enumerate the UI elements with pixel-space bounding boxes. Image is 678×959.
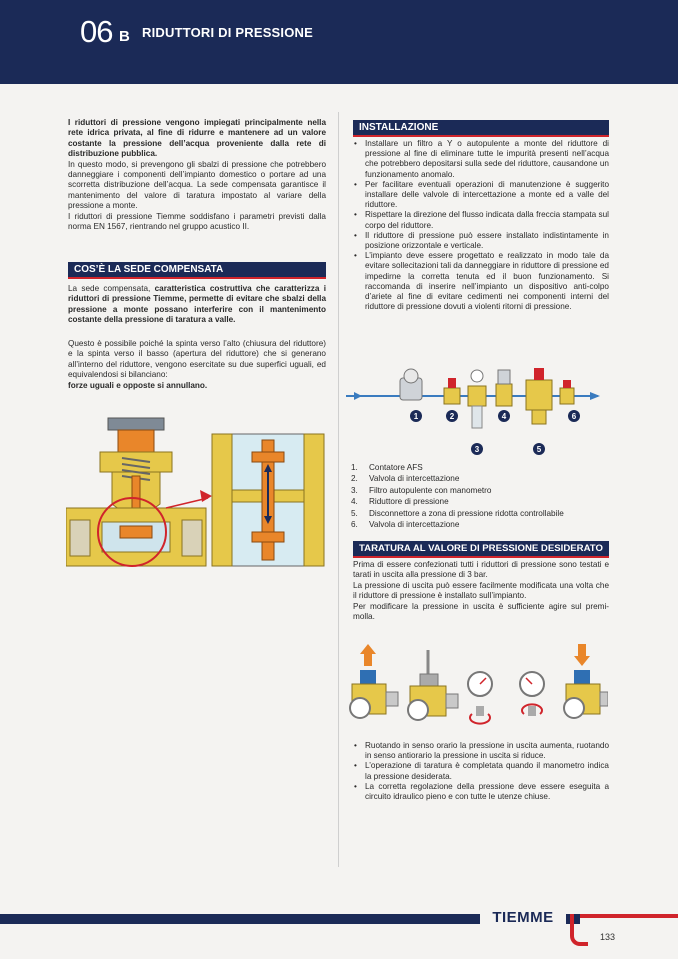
sede-p1 <box>68 284 326 326</box>
intro-p2: In questo modo, si prevengono gli sbalzi di pressione che potrebbero danneggiare i componenti dell’impianto domestico o portare ad una scorretta distribuzione dell’acqua. La sede compensata garantisce il mantenimento del valore di taratura impostato al variare della pressione a monte. <box>68 159 326 211</box>
taratura-list <box>353 741 609 802</box>
calibration-illustration <box>346 644 608 736</box>
section-number: 06 <box>80 14 113 49</box>
taratura-text <box>353 560 609 622</box>
legend-item: 2. Valvola di intercettazione <box>351 474 460 484</box>
installazione-list <box>353 139 609 312</box>
legend-item: 5. Disconnettore a zona di pressione ridotta controllabile <box>351 508 564 518</box>
intro-text <box>68 118 326 232</box>
marker-4: 4 <box>501 412 507 421</box>
sede-p1-normal: La sede compensata, <box>68 284 151 293</box>
sede-p1-bold: caratteristica costruttiva che caratterizza i riduttori di pressione Tiemme, permette di evitare che sbalzi della pressione a monte possano interferire con il mantenimento costante della pressione di taratura a valle. <box>68 284 327 325</box>
intro-bold: I riduttori di pressione vengono impiegati principalmente nella rete idrica privata, al fine di ridurre e mantenere ad un valore costante la pressione dell’acqua proveniente dalla rete di distribuzione pubblica. <box>68 118 326 159</box>
compensated-seat-illustration <box>66 412 330 572</box>
sede-p2-text: Questo è possibile poiché la spinta verso l’alto (chiusura del riduttore) e la spinta verso il basso (apertura del riduttore) che si generano all’interno del riduttore, vengono esercitate su due superfici uguali, ed equivalendosi si bilanciano: <box>68 339 326 380</box>
legend-item: 3. Filtro autopulente con manometro <box>351 485 492 495</box>
sede-p2 <box>68 339 326 391</box>
marker-1: 1 <box>413 412 419 421</box>
legend-item: 1. Contatore AFS <box>351 463 423 472</box>
marker-5: 5 <box>536 445 542 454</box>
taratura-p2: La pressione di uscita può essere facilmente modificata una volta che il riduttore di pressione è installato sull’impianto. <box>353 580 609 601</box>
list-item: • Per facilitare eventuali operazioni di manutenzione è suggerito installare delle valvole di intercettazione a monte ed a valle del riduttore. <box>353 180 609 211</box>
taratura-p1: Prima di essere confezionati tutti i riduttori di pressione sono testati e tarati in uscita alla pressione di 3 bar. <box>353 560 609 580</box>
component-legend <box>351 462 564 530</box>
section-letter: B <box>119 28 130 45</box>
sede-heading: COS’È LA SEDE COMPENSATA <box>68 262 326 277</box>
intro-p3: I riduttori di pressione Tiemme soddisfano i parametri previsti dalla norma EN 1567, rientrando nel gruppo acustico II. <box>68 211 326 232</box>
list-item: • L’operazione di taratura è completata quando il manometro indica la pressione desiderata. <box>353 761 609 781</box>
list-item: • La corretta regolazione della pressione deve essere eseguita a circuito idraulico pieno e con tutte le utenze chiuse. <box>353 782 609 802</box>
section-title: RIDUTTORI DI PRESSIONE <box>142 25 314 40</box>
page-header <box>0 0 678 84</box>
brand-logo: TIEMME <box>480 908 566 928</box>
footer-accent <box>580 914 678 918</box>
marker-2: 2 <box>449 412 455 421</box>
list-item: • Rispettare la direzione del flusso indicata dalla freccia stampata sul corpo del riduttore. <box>353 210 609 230</box>
marker-6: 6 <box>571 412 577 421</box>
installazione-heading: INSTALLAZIONE <box>353 120 609 135</box>
list-item: • Installare un filtro a Y o autopulente a monte del riduttore di pressione al fine di eliminare tutte le impurità presenti nell’acqua che potrebbero depositarsi sulla sede del riduttore, causandone un funzionamento anomalo. <box>353 139 609 180</box>
legend-item: 6. Valvola di intercettazione <box>351 520 460 530</box>
list-item: • Ruotando in senso orario la pressione in uscita aumenta, ruotando in senso antiorario la pressione in uscita si riduce. <box>353 741 609 761</box>
brand-hook-icon <box>570 914 588 946</box>
marker-3: 3 <box>474 445 480 454</box>
taratura-p3: Per modificare la pressione in uscita è sufficiente agire sul premi-molla. <box>353 601 609 622</box>
legend-item: 4. Riduttore di pressione <box>351 497 449 507</box>
page-number: 133 <box>600 932 616 942</box>
list-item: • Il riduttore di pressione può essere installato indistintamente in posizione orizzontale e verticale. <box>353 231 609 251</box>
list-item: • L’impianto deve essere progettato e realizzato in modo tale da evitare sollecitazioni tali da danneggiare in riduttore di pressione ed impedirne la corretta tenuta ed il buon funzionamento. Si raccomanda di inserire nell’impianto un dispositivo anti-colpo d’ariete al fine di evitare cedimenti nei componenti interni del riduttore di pressione dovuti a violenti ritorni di pressione. <box>353 251 609 312</box>
installation-diagram <box>346 362 606 458</box>
sede-p2-bold: forze uguali e opposte si annullano. <box>68 380 208 390</box>
column-divider <box>338 112 339 867</box>
taratura-heading: TARATURA AL VALORE DI PRESSIONE DESIDERATO <box>353 541 609 556</box>
